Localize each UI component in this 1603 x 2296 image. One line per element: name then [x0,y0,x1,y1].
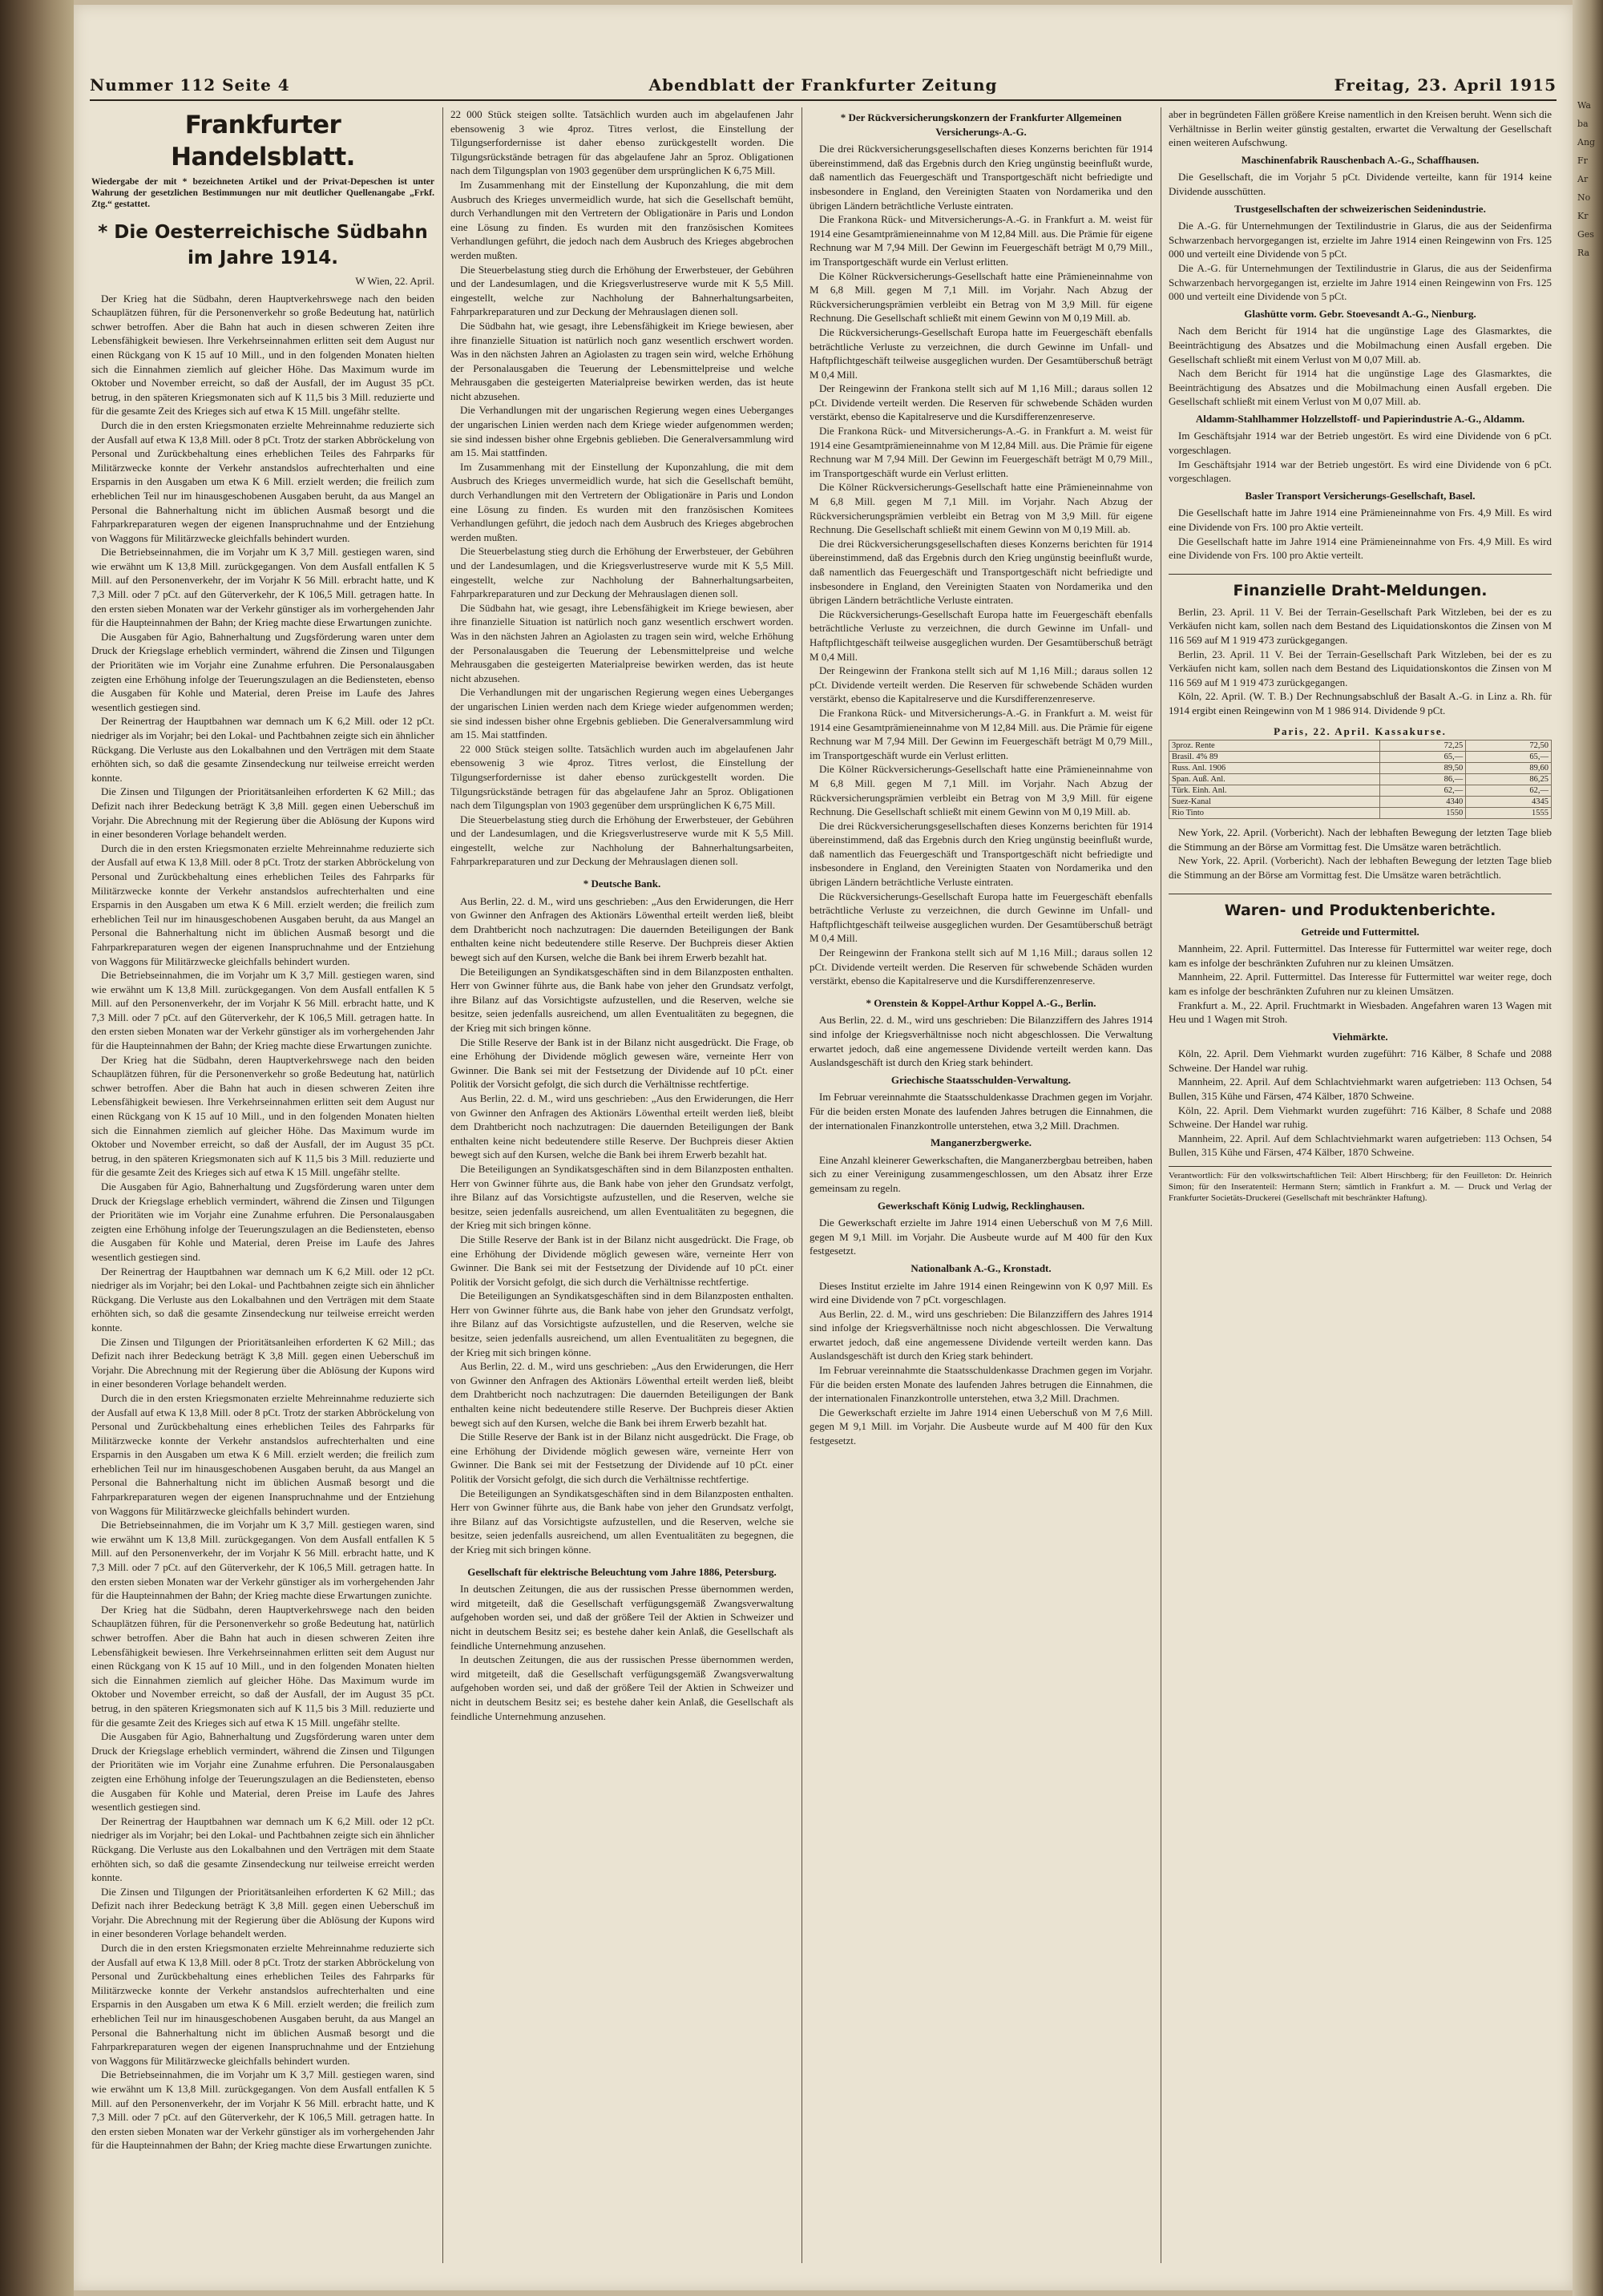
article-heading: * Deutsche Bank. [583,878,661,890]
paragraph: Die Betriebseinnahmen, die im Vorjahr um K 3,7 Mill. gestiegen waren, sind wie erwähnt um K 13,8 Mill. zurückgegangen. Von dem Ausfall entfallen K 5 Mill. auf den Personenverkehr, der im Vorjahr K 56 Mill. erbracht hatte, und K 7,3 Mill. oder 7 pCt. auf den Güterverkehr, der K 106,5 Mill. getragen hatte. In den ersten sieben Monaten war der Verkehr günstiger als im vorhergehenden Jahr für die Haupteinnahmen der Bahn; der Krieg machte diese Erwartungen zunichte. [91,1519,434,1602]
paragraph: Im Zusammenhang mit der Einstellung der Kuponzahlung, die mit dem Ausbruch des Krieges unvermeidlich wurde, hat sich die Gesellschaft bemüht, durch Verhandlungen mit den Vertretern der Obligationäre in Paris und London eine Lösung zu finden. Es wurden mit den französischen Komitees Verhandlungen geführt, die jedoch nach dem Ausbruch des Krieges abgebrochen werden mußten. [450,178,793,261]
paragraph: Die Kölner Rückversicherungs-Gesellschaft hatte eine Prämieneinnahme von M 6,8 Mill. gegen M 7,1 Mill. im Vorjahr. Nach Abzug der Rückversicherungsprämien verbleibt ein Betrag von M 3,9 Mill. für eigene Rechnung. Die Gesellschaft schließt mit einem Gewinn von M 0,19 Mill. ab. [810,481,1153,536]
paragraph: Die Rückversicherungs-Gesellschaft Europa hatte im Feuergeschäft ebenfalls beträchtliche Verluste zu verzeichnen, die durch Gewinne im Unfall- und Haftpflichtgeschäft teilweise ausgeglichen wurden. Der Gesamtüberschuß beträgt M 0,4 Mill. [810,607,1153,663]
paragraph: Im Zusammenhang mit der Einstellung der Kuponzahlung, die mit dem Ausbruch des Krieges unvermeidlich wurde, hat sich die Gesellschaft bemüht, durch Verhandlungen mit den Vertretern der Obligationäre in Paris und London eine Lösung zu finden. Es wurden mit den französischen Komitees Verhandlungen geführt, die jedoch nach dem Ausbruch des Krieges abgebrochen werden mußten. [450,460,793,543]
paragraph: Die Frankona Rück- und Mitversicherungs-A.-G. in Frankfurt a. M. weist für 1914 eine Gesamtprämieneinnahme von M 12,84 Mill. aus. Die Prämie für eigene Rechnung war M 7,94 Mill. Der Gewinn im Feuergeschäft beträgt M 0,79 Mill., im Transportgeschäft wurde ein Verlust erlitten. [810,425,1153,479]
issue-date: Freitag, 23. April 1915 [1334,75,1557,95]
paragraph: Eine Anzahl kleinerer Gewerkschaften, die Manganerzbergbau betreiben, haben sich zu einer Vereinigung zusammengeschlossen, um den Absatz ihrer Erze gemeinsam zu regeln. [810,1153,1153,1194]
quote-value: 65,— [1380,752,1466,763]
quote-value: 86,25 [1466,774,1552,785]
quote-value: 1555 [1466,808,1552,819]
paragraph: Die Beteiligungen an Syndikatsgeschäften sind in dem Bilanzposten enthalten. Herr von Gwinner führte aus, die Bank habe von jeher den Grundsatz verfolgt, ihre Bilanz auf das Vorsichtigste aufzustellen, und die Reserven, welche sie besitze, seien jedenfalls ausreichend, um allen Eventualitäten zu begegnen, die der Krieg mit sich bringen könne. [450,1162,793,1232]
quote-value: 89,60 [1466,763,1552,774]
paragraph: Nach dem Bericht für 1914 hat die ungünstige Lage des Glasmarktes, die Beeinträchtigung des Absatzes und die Mobilmachung einen Ausfall ergeben. Die Gesellschaft schließt mit einem Verlust von M 0,07 Mill. ab. [1169,325,1552,365]
paragraph: Köln, 22. April. (W. T. B.) Der Rechnungsabschluß der Basalt A.-G. in Linz a. Rh. für 1914 ergibt einen Reingewinn von M 1 986 914. Dividende 9 pCt. [1169,690,1552,716]
security-name: Span. Auß. Anl. [1169,774,1380,785]
paragraph: Die Beteiligungen an Syndikatsgeschäften sind in dem Bilanzposten enthalten. Herr von Gwinner führte aus, die Bank habe von jeher den Grundsatz verfolgt, ihre Bilanz auf das Vorsichtigste aufzustellen, und die Reserven, welche sie besitze, seien jedenfalls ausreichend, um allen Eventualitäten zu begegnen, die der Krieg mit sich bringen könne. [450,965,793,1034]
paragraph: Mannheim, 22. April. Futtermittel. Das Interesse für Futtermittel war weiter rege, doch kam es infolge der beschränkten Zufuhren nur zu kleinen Umsätzen. [1169,942,1552,969]
quote-value: 72,25 [1380,740,1466,752]
paragraph: In deutschen Zeitungen, die aus der russischen Presse übernommen werden, wird mitgeteilt, daß die Gesellschaft verfügungsgemäß Zwangsverwaltung aufgehoben worden sei, und daß der größere Teil der Aktien in Schweizer und nicht in deutschem Besitz sei; es bestehe daher kein Anlaß, die Gesellschaft als feindliche Unternehmung anzusehen. [450,1583,793,1652]
adjacent-page-text [1577,96,1600,262]
paragraph: New York, 22. April. (Vorbericht). Nach der lebhaften Bewegung der letzten Tage blieb die Stimmung an der Börse am Vormittag fest. Die Umsätze waren beträchtlich. [1169,826,1552,853]
paragraph: Berlin, 23. April. 11 V. Bei der Terrain-Gesellschaft Park Witzleben, bei der es zu Verkäufen nicht kam, sollen nach dem Bestand des Liquidationskontos die Zinsen von M 116 569 auf M 1 919 473 zurückgegangen. [1169,648,1552,688]
paragraph: Aus Berlin, 22. d. M., wird uns geschrieben: Die Bilanzziffern des Jahres 1914 sind infolge der Kriegsverhältnisse noch nicht abgeschlossen. Die Verwaltung erwartet jedoch, daß eine angemessene Dividende verteilt werden kann. Das Auslandsgeschäft ist durch den Krieg stark behindert. [810,1014,1153,1069]
paragraph: Der Reingewinn der Frankona stellt sich auf M 1,16 Mill.; daraus sollen 12 pCt. Dividende verteilt werden. Die Reserven für schwebende Schäden wurden verstärkt, ebenso die Kapitalreserve und die Kursdifferenzenreserve. [810,946,1153,987]
paragraph: Die Frankona Rück- und Mitversicherungs-A.-G. in Frankfurt a. M. weist für 1914 eine Gesamtprämieneinnahme von M 12,84 Mill. aus. Die Prämie für eigene Rechnung war M 7,94 Mill. Der Gewinn im Feuergeschäft beträgt M 0,79 Mill., im Transportgeschäft wurde ein Verlust erlitten. [810,706,1153,761]
paragraph: Die Gesellschaft hatte im Jahre 1914 eine Prämieneinnahme von Frs. 4,9 Mill. Es wird eine Dividende von Frs. 100 pro Aktie verteilt. [1169,535,1552,562]
section-heading: Finanzielle Draht-Meldungen. [1169,574,1552,602]
article-heading: Trustgesellschaften der schweizerischen Seidenindustrie. [1234,202,1486,215]
column-2 [450,107,793,2263]
paragraph: Durch die in den ersten Kriegsmonaten erzielte Mehreinnahme reduzierte sich der Ausfall auf etwa K 13,8 Mill. oder 8 pCt. Trotz der starken Abbröckelung von Personal und Zurückbehaltung eines erheblichen Teiles des Fahrparks für Militärzwecke konnte der Verkehr anstandslos aufrechterhalten und eine Ersparnis in den Ausgaben um etwa K 6 Mill. erzielt werden; die freilich zum erheblichen Teil nur im hinausgeschobenen Ausgaben beruht, da aus Mangel an Personal die Bahnerhaltung nicht im üblichen Ausmaß besorgt und die Fahrparkreparaturen wegen der eigenen Inanspruchnahme und der Entziehung von Waggons für Militärzwecke gleichfalls behindert wurden. [91,1942,434,2067]
stock-quote-row [1169,774,1552,785]
paragraph: Die Kölner Rückversicherungs-Gesellschaft hatte eine Prämieneinnahme von M 6,8 Mill. gegen M 7,1 Mill. im Vorjahr. Nach Abzug der Rückversicherungsprämien verbleibt ein Betrag von M 3,9 Mill. für eigene Rechnung. Die Gesellschaft schließt mit einem Gewinn von M 0,19 Mill. ab. [810,269,1153,325]
paragraph: Die Betriebseinnahmen, die im Vorjahr um K 3,7 Mill. gestiegen waren, sind wie erwähnt um K 13,8 Mill. zurückgegangen. Von dem Ausfall entfallen K 5 Mill. auf den Personenverkehr, der im Vorjahr K 56 Mill. erbracht hatte, und K 7,3 Mill. oder 7 pCt. auf den Güterverkehr, der K 106,5 Mill. getragen hatte. In den ersten sieben Monaten war der Verkehr günstiger als im vorhergehenden Jahr für die Haupteinnahmen der Bahn; der Krieg machte diese Erwartungen zunichte. [91,546,434,629]
quote-value: 72,50 [1466,740,1552,752]
paragraph: Durch die in den ersten Kriegsmonaten erzielte Mehreinnahme reduzierte sich der Ausfall auf etwa K 13,8 Mill. oder 8 pCt. Trotz der starken Abbröckelung von Personal und Zurückbehaltung eines erheblichen Teiles des Fahrparks für Militärzwecke konnte der Verkehr anstandslos aufrechterhalten und eine Ersparnis in den Ausgaben um etwa K 6 Mill. erzielt werden; die freilich zum erheblichen Teil nur im hinausgeschobenen Ausgaben beruht, da aus Mangel an Personal die Bahnerhaltung nicht im üblichen Ausmaß besorgt und die Fahrparkreparaturen wegen der eigenen Inanspruchnahme und der Entziehung von Waggons für Militärzwecke gleichfalls behindert wurden. [91,418,434,544]
article-heading: Aldamm-Stahlhammer Holzzellstoff- und Papierindustrie A.-G., Aldamm. [1195,412,1525,425]
article-heading: * Der Rückversicherungskonzern der Frankfurter Allgemeinen Versicherungs-A.-G. [840,111,1122,138]
paragraph: Die Kölner Rückversicherungs-Gesellschaft hatte eine Prämieneinnahme von M 6,8 Mill. gegen M 7,1 Mill. im Vorjahr. Nach Abzug der Rückversicherungsprämien verbleibt ein Betrag von M 3,9 Mill. für eigene Rechnung. Die Gesellschaft schließt mit einem Gewinn von M 0,19 Mill. ab. [810,763,1153,818]
paragraph: Der Reingewinn der Frankona stellt sich auf M 1,16 Mill.; daraus sollen 12 pCt. Dividende verteilt werden. Die Reserven für schwebende Schäden wurden verstärkt, ebenso die Kapitalreserve und die Kursdifferenzenreserve. [810,382,1153,423]
paragraph: Im Februar vereinnahmte die Staatsschuldenkasse Drachmen gegen im Vorjahr. Für die beiden ersten Monate des laufenden Jahres betrugen die Einnahmen, die der internationalen Finanzkontrolle unterstehen, etwa 3,2 Mill. Drachmen. [810,1091,1153,1132]
quote-value: 62,— [1466,785,1552,797]
paragraph: Berlin, 23. April. 11 V. Bei der Terrain-Gesellschaft Park Witzleben, bei der es zu Verkäufen nicht kam, sollen nach dem Bestand des Liquidationskontos die Zinsen von M 116 569 auf M 1 919 473 zurückgegangen. [1169,605,1552,646]
paragraph: Dieses Institut erzielte im Jahre 1914 einen Reingewinn von K 0,97 Mill. Es wird eine Dividende von 7 pCt. vorgeschlagen. [810,1279,1153,1306]
column-rule [442,107,443,2263]
paragraph: Die Zinsen und Tilgungen der Prioritätsanleihen erforderten K 62 Mill.; das Defizit nach ihrer Bedeckung beträgt K 3,8 Mill. gegen einen Ueberschuß im Vorjahr. Die Abrechnung mit der Regierung über die Ablösung der Kupons wird in einer besonderen Vorlage behandelt werden. [91,785,434,841]
paragraph: Im Geschäftsjahr 1914 war der Betrieb ungestört. Es wird eine Dividende von 6 pCt. vorgeschlagen. [1169,430,1552,457]
paragraph: Mannheim, 22. April. Auf dem Schlachtviehmarkt waren aufgetrieben: 113 Ochsen, 54 Bullen, 315 Kühe und Färsen, 474 Kälber, 1870 Schweine. [1169,1132,1552,1159]
paragraph: Im Februar vereinnahmte die Staatsschuldenkasse Drachmen gegen im Vorjahr. Für die beiden ersten Monate des laufenden Jahres betrugen die Einnahmen, die der internationalen Finanzkontrolle unterstehen, etwa 3,2 Mill. Drachmen. [810,1364,1153,1405]
edge-fragment: ba [1577,119,1589,129]
paragraph: Durch die in den ersten Kriegsmonaten erzielte Mehreinnahme reduzierte sich der Ausfall auf etwa K 13,8 Mill. oder 8 pCt. Trotz der starken Abbröckelung von Personal und Zurückbehaltung eines erheblichen Teiles des Fahrparks für Militärzwecke konnte der Verkehr anstandslos aufrechterhalten und eine Ersparnis in den Ausgaben um etwa K 6 Mill. erzielt werden; die freilich zum erheblichen Teil nur im hinausgeschobenen Ausgaben beruht, da aus Mangel an Personal die Bahnerhaltung nicht im üblichen Ausmaß besorgt und die Fahrparkreparaturen wegen der eigenen Inanspruchnahme und der Entziehung von Waggons für Militärzwecke gleichfalls behindert wurden. [91,841,434,967]
paragraph: Der Reinertrag der Hauptbahnen war demnach um K 6,2 Mill. oder 12 pCt. niedriger als im Vorjahr; bei den Lokal- und Pachtbahnen zeigte sich ein ähnlicher Rückgang. Die Verluste aus den Lokalbahnen und den Verträgen mit dem Staate erhöhten sich, so daß die gesamte Zinsendeckung nur teilweise erreicht werden konnte. [91,715,434,784]
quote-value: 4345 [1466,797,1552,808]
paragraph: Die drei Rückversicherungsgesellschaften dieses Konzerns berichten für 1914 übereinstimmend, daß das Ergebnis durch den Krieg ungünstig beeinflußt wurde, daß namentlich das Feuergeschäft und Transportgeschäft nicht befriedigte und insbesondere in England, den Vereinigten Staaten von Nordamerika und den übrigen Ländern beträchtliche Verluste eintraten. [810,143,1153,212]
stock-quote-row [1169,740,1552,752]
paragraph: Die Südbahn hat, wie gesagt, ihre Lebensfähigkeit im Kriege bewiesen, aber ihre finanzielle Situation ist natürlich noch ganz wesentlich erschwert worden. Was in den nächsten Jahren an Agiolasten zu tragen sein wird, welche Erhöhung der Personalausgaben die Teuerung der Lebensmittelpreise und welche Mehrausgaben die gesteigerten Materialpreise bewirken werden, das ist heute nicht abzusehen. [450,601,793,684]
article-heading: Maschinenfabrik Rauschenbach A.-G., Schaffhausen. [1241,153,1480,166]
paragraph: Der Reinertrag der Hauptbahnen war demnach um K 6,2 Mill. oder 12 pCt. niedriger als im Vorjahr; bei den Lokal- und Pachtbahnen zeigte sich ein ähnlicher Rückgang. Die Verluste aus den Lokalbahnen und den Verträgen mit dem Staate erhöhten sich, so daß die gesamte Zinsendeckung nur teilweise erreicht werden konnte. [91,1265,434,1334]
paragraph: In deutschen Zeitungen, die aus der russischen Presse übernommen werden, wird mitgeteilt, daß die Gesellschaft verfügungsgemäß Zwangsverwaltung aufgehoben worden sei, und daß der größere Teil der Aktien in Schweizer und nicht in deutschem Besitz sei; es bestehe daher kein Anlaß, die Gesellschaft als feindliche Unternehmung anzusehen. [450,1653,793,1722]
stock-table-title: Paris, 22. April. Kassakurse. [1274,724,1447,737]
paragraph: Der Reinertrag der Hauptbahnen war demnach um K 6,2 Mill. oder 12 pCt. niedriger als im Vorjahr; bei den Lokal- und Pachtbahnen zeigte sich ein ähnlicher Rückgang. Die Verluste aus den Lokalbahnen und den Verträgen mit dem Staate erhöhten sich, so daß die gesamte Zinsendeckung nur teilweise erreicht werden konnte. [91,1814,434,1884]
issue-number: Nummer 112 Seite 4 [90,75,290,95]
article-heading: Nationalbank A.-G., Kronstadt. [911,1261,1052,1274]
book-binding [0,0,74,2296]
stock-quote-table [1169,740,1552,819]
paragraph: Der Reingewinn der Frankona stellt sich auf M 1,16 Mill.; daraus sollen 12 pCt. Dividende verteilt werden. Die Reserven für schwebende Schäden wurden verstärkt, ebenso die Kapitalreserve und die Kursdifferenzenreserve. [810,664,1153,705]
paragraph: aber in begründeten Fällen größere Kreise namentlich in den Kreisen beruht. Wenn sich die Verhältnisse in Berlin weiter günstig gestalten, erwartet die Verwaltung der Gesellschaft einen weiteren Aufschwung. [1169,108,1552,149]
edge-fragment: Kr [1577,211,1589,221]
imprint: Verantwortlich: Für den volkswirtschaftlichen Teil: Albert Hirschberg; für den Feuilleton: Dr. Heinrich Simon; für den Inseratenteil: Hermann Stern; sämtlich in Frankfurt a. M. — Druck und Verlag der Frankfurter Societäts-Druckerei (Gesellschaft mit beschränkter Haftung). [1169,1166,1552,1204]
paragraph: Die Zinsen und Tilgungen der Prioritätsanleihen erforderten K 62 Mill.; das Defizit nach ihrer Bedeckung beträgt K 3,8 Mill. gegen einen Ueberschuß im Vorjahr. Die Abrechnung mit der Regierung über die Ablösung der Kupons wird in einer besonderen Vorlage behandelt werden. [91,1885,434,1940]
paragraph: 22 000 Stück steigen sollte. Tatsächlich wurden auch im abgelaufenen Jahr ebensowenig 3 wie 4proz. Titres verlost, die Einstellung der Tilgungserfordernisse ist daher ebenso zurückgestellt worden. Die Tilgungsrückstände betragen für das abgelaufene Jahr an 5proz. Obligationen nach dem Tilgungsplan von 1903 gegenüber dem ursprünglichen K 6,75 Mill. [450,108,793,177]
paragraph: Die drei Rückversicherungsgesellschaften dieses Konzerns berichten für 1914 übereinstimmend, daß das Ergebnis durch den Krieg ungünstig beeinflußt wurde, daß namentlich das Feuergeschäft und Transportgeschäft nicht befriedigte und insbesondere in England, den Vereinigten Staaten von Nordamerika und den übrigen Ländern beträchtliche Verluste eintraten. [810,537,1153,607]
paragraph: Die Stille Reserve der Bank ist in der Bilanz nicht ausgedrückt. Die Frage, ob eine Erhöhung der Dividende möglich gewesen wäre, verneinte Herr von Gwinner. Die Bank sei mit der Festsetzung der Dividende auf 10 pCt. einer Politik der Vorsicht gefolgt, die sich durch die Verhältnisse rechtfertige. [450,1233,793,1288]
paragraph: Die Steuerbelastung stieg durch die Erhöhung der Erwerbsteuer, der Gebühren und der Landesumlagen, und die Kriegsverlustreserve wurde mit K 5,5 Mill. eingestellt, welche zur Nachholung der Bahnerhaltungsarbeiten, Fahrparkreparaturen und zur Deckung der Mehrauslagen dienen soll. [450,813,793,868]
article-heading: Gewerkschaft König Ludwig, Recklinghausen. [877,1199,1085,1212]
paragraph: Die drei Rückversicherungsgesellschaften dieses Konzerns berichten für 1914 übereinstimmend, daß das Ergebnis durch den Krieg ungünstig beeinflußt wurde, daß namentlich das Feuergeschäft und Transportgeschäft nicht befriedigte und insbesondere in England, den Vereinigten Staaten von Nordamerika und den übrigen Ländern beträchtliche Verluste eintraten. [810,819,1153,889]
paragraph: Aus Berlin, 22. d. M., wird uns geschrieben: „Aus den Erwiderungen, die Herr von Gwinner den Anfragen des Aktionärs Löwenthal erteilt werden ließ, bleibt dem Drahtbericht noch nachzutragen: Die dauernden Beteiligungen der Bank enthalten keine nicht bedeutendere stille Reserve. Der Buchpreis dieser Aktien bewegt sich auf den Kursen, welche die Bank bei ihrem Erwerb bezahlt hat. [450,1360,793,1429]
paragraph: Durch die in den ersten Kriegsmonaten erzielte Mehreinnahme reduzierte sich der Ausfall auf etwa K 13,8 Mill. oder 8 pCt. Trotz der starken Abbröckelung von Personal und Zurückbehaltung eines erheblichen Teiles des Fahrparks für Militärzwecke konnte der Verkehr anstandslos aufrechterhalten und eine Ersparnis in den Ausgaben um etwa K 6 Mill. erzielt werden; die freilich zum erheblichen Teil nur im hinausgeschobenen Ausgaben beruht, da aus Mangel an Personal die Bahnerhaltung nicht im üblichen Ausmaß besorgt und die Fahrparkreparaturen wegen der eigenen Inanspruchnahme und der Entziehung von Waggons für Militärzwecke gleichfalls behindert wurden. [91,1391,434,1517]
paragraph: Die Steuerbelastung stieg durch die Erhöhung der Erwerbsteuer, der Gebühren und der Landesumlagen, und die Kriegsverlustreserve wurde mit K 5,5 Mill. eingestellt, welche zur Nachholung der Bahnerhaltungsarbeiten, Fahrparkreparaturen und zur Deckung der Mehrauslagen dienen soll. [450,263,793,318]
paragraph: Die Gesellschaft, die im Vorjahr 5 pCt. Dividende verteilte, kann für 1914 keine Dividende ausschütten. [1169,171,1552,197]
adjacent-page-edge [1573,0,1603,2296]
security-name: Russ. Anl. 1906 [1169,763,1380,774]
paragraph: Die Ausgaben für Agio, Bahnerhaltung und Zugsförderung waren unter dem Druck der Kriegslage erheblich vermindert, während die Zinsen und Tilgungen der Prioritäten wie im Vorjahr eine Zunahme erfuhren. Die Personalausgaben zeigten eine Erhöhung infolge der Teuerungszulagen an die Bediensteten, ebenso die Ausgaben für Kohle und Material, deren Preise im Laufe des Jahres wesentlich gestiegen sind. [91,630,434,713]
subsection-heading: Viehmärkte. [1332,1030,1388,1043]
paragraph: Die Frankona Rück- und Mitversicherungs-A.-G. in Frankfurt a. M. weist für 1914 eine Gesamtprämieneinnahme von M 12,84 Mill. aus. Die Prämie für eigene Rechnung war M 7,94 Mill. Der Gewinn im Feuergeschäft beträgt M 0,79 Mill., im Transportgeschäft wurde ein Verlust erlitten. [810,213,1153,268]
security-name: Suez-Kanal [1169,797,1380,808]
paragraph: Die Gesellschaft hatte im Jahre 1914 eine Prämieneinnahme von Frs. 4,9 Mill. Es wird eine Dividende von Frs. 100 pro Aktie verteilt. [1169,506,1552,534]
paragraph: Die A.-G. für Unternehmungen der Textilindustrie in Glarus, die aus der Seidenfirma Schwarzenbach hervorgegangen ist, erzielte im Jahre 1914 einen Reingewinn von Frs. 125 000 und verteilt eine Dividende von 5 pCt. [1169,261,1552,303]
stock-quote-row [1169,797,1552,808]
column-3 [810,107,1153,2263]
paragraph: Der Krieg hat die Südbahn, deren Hauptverkehrswege nach den beiden Schauplätzen führen, für die Personenverkehr so große Bedeutung hat, natürlich schwer betroffen. Aber die Bahn hat auch in diesen schweren Zeiten ihre Lebensfähigkeit bewiesen. Ihre Verkehrseinnahmen erlitten seit dem August nur einen Rückgang von K 15 auf 10 Mill., und in den folgenden Monaten hielten sich die Einnahmen ziemlich auf gleicher Höhe. Das Maximum wurde im Oktober und November erreicht, so daß der Ausfall, der im August 35 pCt. betrug, in den späteren Kriegsmonaten sich auf K 11,5 bis 3 Mill. reduzierte und für die gesamte Zeit des Krieges sich auf etwa K 15 Mill. ungefähr stellte. [91,292,434,418]
article-heading: Glashütte vorm. Gebr. Stoevesandt A.-G., Nienburg. [1244,307,1476,320]
paragraph: Die Zinsen und Tilgungen der Prioritätsanleihen erforderten K 62 Mill.; das Defizit nach ihrer Bedeckung beträgt K 3,8 Mill. gegen einen Ueberschuß im Vorjahr. Die Abrechnung mit der Regierung über die Ablösung der Kupons wird in einer besonderen Vorlage behandelt werden. [91,1335,434,1390]
security-name: Türk. Einh. Anl. [1169,785,1380,797]
edge-fragment: Ges [1577,229,1594,240]
paragraph: Die Ausgaben für Agio, Bahnerhaltung und Zugsförderung waren unter dem Druck der Kriegslage erheblich vermindert, während die Zinsen und Tilgungen der Prioritäten wie im Vorjahr eine Zunahme erfuhren. Die Personalausgaben zeigten eine Erhöhung infolge der Teuerungszulagen an die Bediensteten, ebenso die Ausgaben für Kohle und Material, deren Preise im Laufe des Jahres wesentlich gestiegen sind. [91,1180,434,1263]
paragraph: Mannheim, 22. April. Auf dem Schlachtviehmarkt waren aufgetrieben: 113 Ochsen, 54 Bullen, 315 Kühe und Färsen, 474 Kälber, 1870 Schweine. [1169,1075,1552,1103]
paragraph: New York, 22. April. (Vorbericht). Nach der lebhaften Bewegung der letzten Tage blieb die Stimmung an der Börse am Vormittag fest. Die Umsätze waren beträchtlich. [1169,854,1552,881]
paragraph: Aus Berlin, 22. d. M., wird uns geschrieben: „Aus den Erwiderungen, die Herr von Gwinner den Anfragen des Aktionärs Löwenthal erteilt werden ließ, bleibt dem Drahtbericht noch nachzutragen: Die dauernden Beteiligungen der Bank enthalten keine nicht bedeutendere stille Reserve. Der Buchpreis dieser Aktien bewegt sich auf den Kursen, welche die Bank bei ihrem Erwerb bezahlt hat. [450,1092,793,1161]
paragraph: Im Geschäftsjahr 1914 war der Betrieb ungestört. Es wird eine Dividende von 6 pCt. vorgeschlagen. [1169,458,1552,485]
security-name: Rio Tinto [1169,808,1380,819]
paragraph: Mannheim, 22. April. Futtermittel. Das Interesse für Futtermittel war weiter rege, doch kam es infolge der beschränkten Zufuhren nur zu kleinen Umsätzen. [1169,970,1552,997]
paragraph: Nach dem Bericht für 1914 hat die ungünstige Lage des Glasmarktes, die Beeinträchtigung des Absatzes und die Mobilmachung einen Ausfall ergeben. Die Gesellschaft schließt mit einem Verlust von M 0,07 Mill. ab. [1169,367,1552,408]
security-name: Brasil. 4% 89 [1169,752,1380,763]
paragraph: Die Verhandlungen mit der ungarischen Regierung wegen eines Ueberganges der ungarischen Linien werden nach dem Kriege wieder aufgenommen werden; sie sind indessen bisher ohne Ergebnis geblieben. Die Generalversammlung wird am 15. Mai stattfinden. [450,404,793,459]
edge-fragment: Fr [1577,155,1588,166]
paragraph: Die Steuerbelastung stieg durch die Erhöhung der Erwerbsteuer, der Gebühren und der Landesumlagen, und die Kriegsverlustreserve wurde mit K 5,5 Mill. eingestellt, welche zur Nachholung der Bahnerhaltungsarbeiten, Fahrparkreparaturen und zur Deckung der Mehrauslagen dienen soll. [450,545,793,600]
stock-quote-row [1169,752,1552,763]
paragraph: Die Gewerkschaft erzielte im Jahre 1914 einen Ueberschuß von M 7,6 Mill. gegen M 9,1 Mill. im Vorjahr. Die Ausbeute wurde auf M 400 für den Kux festgesetzt. [810,1217,1153,1257]
edge-fragment: No [1577,192,1591,203]
article-heading: Gesellschaft für elektrische Beleuchtung vom Jahre 1886, Petersburg. [467,1565,777,1578]
paragraph: Aus Berlin, 22. d. M., wird uns geschrieben: Die Bilanzziffern des Jahres 1914 sind infolge der Kriegsverhältnisse noch nicht abgeschlossen. Die Verwaltung erwartet jedoch, daß eine angemessene Dividende verteilt werden kann. Das Auslandsgeschäft ist durch den Krieg stark behindert. [810,1307,1153,1362]
edge-fragment: Ra [1577,248,1590,258]
paragraph: Aus Berlin, 22. d. M., wird uns geschrieben: „Aus den Erwiderungen, die Herr von Gwinner den Anfragen des Aktionärs Löwenthal erteilt werden ließ, bleibt dem Drahtbericht noch nachzutragen: Die dauernden Beteiligungen der Bank enthalten keine nicht bedeutendere stille Reserve. Der Buchpreis dieser Aktien bewegt sich auf den Kursen, welche die Bank bei ihrem Erwerb bezahlt hat. [450,894,793,964]
article-title: * Die Oesterreichische Südbahn im Jahre 1914. [98,222,428,268]
quote-value: 89,50 [1380,763,1466,774]
paragraph: Die Betriebseinnahmen, die im Vorjahr um K 3,7 Mill. gestiegen waren, sind wie erwähnt um K 13,8 Mill. zurückgegangen. Von dem Ausfall entfallen K 5 Mill. auf den Personenverkehr, der im Vorjahr K 56 Mill. erbracht hatte, und K 7,3 Mill. oder 7 pCt. auf den Güterverkehr, der K 106,5 Mill. getragen hatte. In den ersten sieben Monaten war der Verkehr günstiger als im vorhergehenden Jahr für die Haupteinnahmen der Bahn; der Krieg machte diese Erwartungen zunichte. [91,969,434,1052]
security-name: 3proz. Rente [1169,740,1380,752]
quote-value: 65,— [1466,752,1552,763]
edge-fragment: Ang [1577,137,1596,147]
newspaper-title: Abendblatt der Frankfurter Zeitung [648,75,998,95]
paragraph: Die Stille Reserve der Bank ist in der Bilanz nicht ausgedrückt. Die Frage, ob eine Erhöhung der Dividende möglich gewesen wäre, verneinte Herr von Gwinner. Die Bank sei mit der Festsetzung der Dividende auf 10 pCt. einer Politik der Vorsicht gefolgt, die sich durch die Verhältnisse rechtfertige. [450,1035,793,1091]
newspaper-page [74,5,1573,2290]
page-header [90,72,1557,101]
paragraph: Die Gewerkschaft erzielte im Jahre 1914 einen Ueberschuß von M 7,6 Mill. gegen M 9,1 Mill. im Vorjahr. Die Ausbeute wurde auf M 400 für den Kux festgesetzt. [810,1406,1153,1447]
paragraph: 22 000 Stück steigen sollte. Tatsächlich wurden auch im abgelaufenen Jahr ebensowenig 3 wie 4proz. Titres verlost, die Einstellung der Tilgungserfordernisse ist daher ebenso zurückgestellt worden. Die Tilgungsrückstände betragen für das abgelaufene Jahr an 5proz. Obligationen nach dem Tilgungsplan von 1903 gegenüber dem ursprünglichen K 6,75 Mill. [450,742,793,812]
paragraph: Die Beteiligungen an Syndikatsgeschäften sind in dem Bilanzposten enthalten. Herr von Gwinner führte aus, die Bank habe von jeher den Grundsatz verfolgt, ihre Bilanz auf das Vorsichtigste aufzustellen, und die Reserven, welche sie besitze, seien jedenfalls ausreichend, um allen Eventualitäten zu begegnen, die der Krieg mit sich bringen könne. [450,1289,793,1358]
paragraph: Die Rückversicherungs-Gesellschaft Europa hatte im Feuergeschäft ebenfalls beträchtliche Verluste zu verzeichnen, die durch Gewinne im Unfall- und Haftpflichtgeschäft teilweise ausgeglichen wurden. Der Gesamtüberschuß beträgt M 0,4 Mill. [810,890,1153,945]
stock-quote-row [1169,763,1552,774]
quote-value: 4340 [1380,797,1466,808]
edge-fragment: Wa [1577,100,1591,111]
section-title: Frankfurter Handelsblatt. [171,111,355,171]
stock-quote-row [1169,785,1552,797]
paragraph: Die Stille Reserve der Bank ist in der Bilanz nicht ausgedrückt. Die Frage, ob eine Erhöhung der Dividende möglich gewesen wäre, verneinte Herr von Gwinner. Die Bank sei mit der Festsetzung der Dividende auf 10 pCt. einer Politik der Vorsicht gefolgt, die sich durch die Verhältnisse rechtfertige. [450,1430,793,1485]
paragraph: Die Beteiligungen an Syndikatsgeschäften sind in dem Bilanzposten enthalten. Herr von Gwinner führte aus, die Bank habe von jeher den Grundsatz verfolgt, ihre Bilanz auf das Vorsichtigste aufzustellen, und die Reserven, welche sie besitze, seien jedenfalls ausreichend, um allen Eventualitäten zu begegnen, die der Krieg mit sich bringen könne. [450,1487,793,1556]
paragraph: Der Krieg hat die Südbahn, deren Hauptverkehrswege nach den beiden Schauplätzen führen, für die Personenverkehr so große Bedeutung hat, natürlich schwer betroffen. Aber die Bahn hat auch in diesen schweren Zeiten ihre Lebensfähigkeit bewiesen. Ihre Verkehrseinnahmen erlitten seit dem August nur einen Rückgang von K 15 auf 10 Mill., und in den folgenden Monaten hielten sich die Einnahmen ziemlich auf gleicher Höhe. Das Maximum wurde im Oktober und November erreicht, so daß der Ausfall, der im August 35 pCt. betrug, in den späteren Kriegsmonaten sich auf K 11,5 bis 3 Mill. reduzierte und für die gesamte Zeit des Krieges sich auf etwa K 15 Mill. ungefähr stellte. [91,1053,434,1179]
paragraph: Die Betriebseinnahmen, die im Vorjahr um K 3,7 Mill. gestiegen waren, sind wie erwähnt um K 13,8 Mill. zurückgegangen. Von dem Ausfall entfallen K 5 Mill. auf den Personenverkehr, der im Vorjahr K 56 Mill. erbracht hatte, und K 7,3 Mill. oder 7 pCt. auf den Güterverkehr, der K 106,5 Mill. getragen hatte. In den ersten sieben Monaten war der Verkehr günstiger als im vorhergehenden Jahr für die Haupteinnahmen der Bahn; der Krieg machte diese Erwartungen zunichte. [91,2068,434,2152]
quote-value: 86,— [1380,774,1466,785]
column-4 [1169,107,1552,2263]
paragraph: Köln, 22. April. Dem Viehmarkt wurden zugeführt: 716 Kälber, 8 Schafe und 2088 Schweine. Der Handel war ruhig. [1169,1047,1552,1074]
paragraph: Die Verhandlungen mit der ungarischen Regierung wegen eines Ueberganges der ungarischen Linien werden nach dem Kriege wieder aufgenommen werden; sie sind indessen bisher ohne Ergebnis geblieben. Die Generalversammlung wird am 15. Mai stattfinden. [450,686,793,741]
paragraph: Frankfurt a. M., 22. April. Fruchtmarkt in Wiesbaden. Angefahren waren 13 Wagen mit Heu und 1 Wagen mit Stroh. [1169,999,1552,1026]
dateline: W Wien, 22. April. [355,275,434,287]
section-heading: Waren- und Produktenberichte. [1169,894,1552,922]
reprint-notice: Wiedergabe der mit * bezeichneten Artikel und der Privat-Depeschen ist unter Wahrung der gesetzlichen Bestimmungen nur mit deutlicher Quellenangabe „Frkf. Ztg.“ gestattet. [91,177,434,209]
subsection-heading: Getreide und Futtermittel. [1301,925,1419,938]
paragraph: Die A.-G. für Unternehmungen der Textilindustrie in Glarus, die aus der Seidenfirma Schwarzenbach hervorgegangen ist, erzielte im Jahre 1914 einen Reingewinn von Frs. 125 000 und verteilt eine Dividende von 5 pCt. [1169,220,1552,260]
paragraph: Der Krieg hat die Südbahn, deren Hauptverkehrswege nach den beiden Schauplätzen führen, für die Personenverkehr so große Bedeutung hat, natürlich schwer betroffen. Aber die Bahn hat auch in diesen schweren Zeiten ihre Lebensfähigkeit bewiesen. Ihre Verkehrseinnahmen erlitten seit dem August nur einen Rückgang von K 15 auf 10 Mill., und in den folgenden Monaten hielten sich die Einnahmen ziemlich auf gleicher Höhe. Das Maximum wurde im Oktober und November erreicht, so daß der Ausfall, der im August 35 pCt. betrug, in den späteren Kriegsmonaten sich auf K 11,5 bis 3 Mill. reduzierte und für die gesamte Zeit des Krieges sich auf etwa K 15 Mill. ungefähr stellte. [91,1603,434,1729]
edge-fragment: Ar [1577,174,1589,184]
article-heading: Basler Transport Versicherungs-Gesellschaft, Basel. [1245,489,1476,502]
quote-value: 62,— [1380,785,1466,797]
paragraph: Die Südbahn hat, wie gesagt, ihre Lebensfähigkeit im Kriege bewiesen, aber ihre finanzielle Situation ist natürlich noch ganz wesentlich erschwert worden. Was in den nächsten Jahren an Agiolasten zu tragen sein wird, welche Erhöhung der Personalausgaben die Teuerung der Lebensmittelpreise und welche Mehrausgaben die gesteigerten Materialpreise bewirken werden, das ist heute nicht abzusehen. [450,319,793,402]
paragraph: Die Rückversicherungs-Gesellschaft Europa hatte im Feuergeschäft ebenfalls beträchtliche Verluste zu verzeichnen, die durch Gewinne im Unfall- und Haftpflichtgeschäft teilweise ausgeglichen wurden. Der Gesamtüberschuß beträgt M 0,4 Mill. [810,325,1153,381]
article-heading: * Orenstein & Koppel-Arthur Koppel A.-G., Berlin. [866,996,1096,1009]
column-1 [91,107,434,2263]
article-heading: Griechische Staatsschulden-Verwaltung. [890,1073,1072,1086]
stock-quote-row [1169,808,1552,819]
paragraph: Die Ausgaben für Agio, Bahnerhaltung und Zugsförderung waren unter dem Druck der Kriegslage erheblich vermindert, während die Zinsen und Tilgungen der Prioritäten wie im Vorjahr eine Zunahme erfuhren. Die Personalausgaben zeigten eine Erhöhung infolge der Teuerungszulagen an die Bediensteten, ebenso die Ausgaben für Kohle und Material, deren Preise im Laufe des Jahres wesentlich gestiegen sind. [91,1730,434,1814]
article-heading: Manganerzbergwerke. [931,1136,1032,1149]
quote-value: 1550 [1380,808,1466,819]
paragraph: Köln, 22. April. Dem Viehmarkt wurden zugeführt: 716 Kälber, 8 Schafe und 2088 Schweine. Der Handel war ruhig. [1169,1104,1552,1131]
